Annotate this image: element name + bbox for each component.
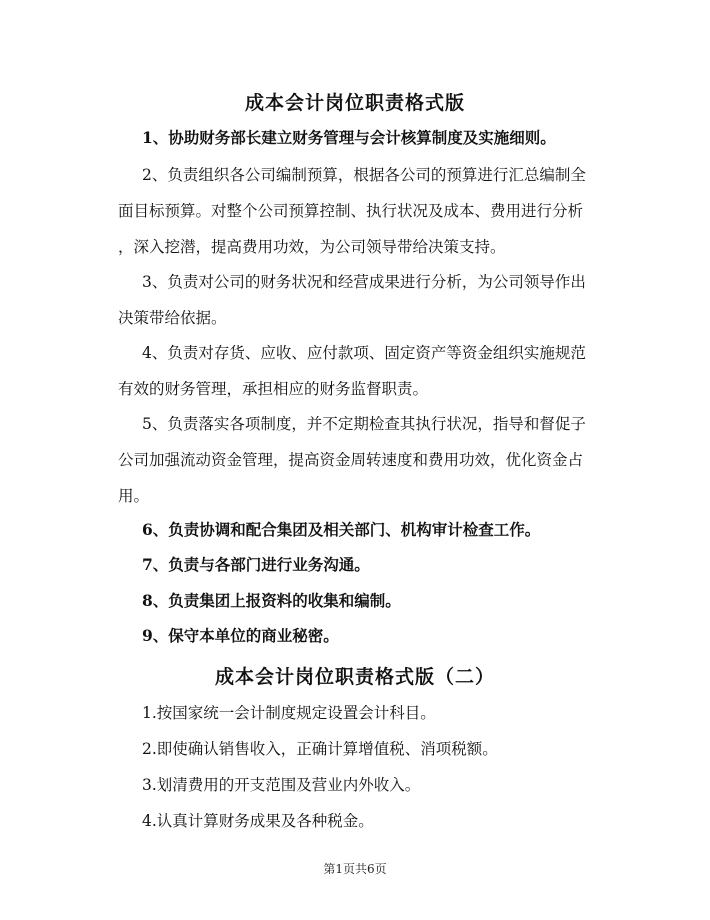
section-2-item-4 xyxy=(118,803,614,839)
item-line: 1、协助财务部长建立财务管理与会计核算制度及实施细则。 xyxy=(142,128,556,147)
item-line: 公司加强流动资金管理，提高资金周转速度和费用功效，优化资金占 xyxy=(118,451,584,469)
page-indicator: 第1页共6页 xyxy=(323,862,387,876)
item-line: 4.认真计算财务成果及各种税金。 xyxy=(142,812,374,830)
section-2-item-3 xyxy=(118,767,614,803)
item-line: 6、负责协调和配合集团及相关部门、机构审计检查工作。 xyxy=(142,520,541,539)
item-line: 4、负责对存货、应收、应付款项、固定资产等资金组织实施规范 xyxy=(142,344,586,362)
item-line: 2.即使确认销售收入，正确计算增值税、消项税额。 xyxy=(142,740,498,758)
item-line: 决策带给依据。 xyxy=(118,309,227,327)
item-line: 1.按国家统一会计制度规定设置会计科目。 xyxy=(142,704,436,722)
section-1-title: 成本会计岗位职责格式版 xyxy=(244,92,465,114)
item-line: 2、负责组织各公司编制预算，根据各公司的预算进行汇总编制全 xyxy=(142,166,586,184)
section-1-item-7 xyxy=(118,547,614,583)
section-1-item-4 xyxy=(118,335,614,407)
item-line: 9、保守本单位的商业秘密。 xyxy=(142,626,339,645)
item-line: 8、负责集团上报资料的收集和编制。 xyxy=(142,591,401,610)
item-line: 5、负责落实各项制度，并不定期检查其执行状况，指导和督促子 xyxy=(142,415,586,433)
item-line: 用。 xyxy=(118,487,150,505)
item-line: 3.划清费用的开支范围及营业内外收入。 xyxy=(142,776,421,794)
section-1-item-3 xyxy=(118,264,614,336)
section-1-item-1 xyxy=(118,120,614,156)
item-line: 面目标预算。对整个公司预算控制、执行状况及成本、费用进行分析 xyxy=(118,202,584,220)
item-line: 7、负责与各部门进行业务沟通。 xyxy=(142,555,370,574)
item-line: 有效的财务管理，承担相应的财务监督职责。 xyxy=(118,380,429,398)
section-1-item-8 xyxy=(118,583,614,619)
section-2-item-1 xyxy=(118,695,614,731)
section-2-title: 成本会计岗位职责格式版（二） xyxy=(214,666,495,688)
section-2-item-2 xyxy=(118,731,614,767)
section-1-item-9 xyxy=(118,618,614,654)
item-line: 3、负责对公司的财务状况和经营成果进行分析，为公司领导作出 xyxy=(142,273,586,291)
item-line: ，深入挖潜，提高费用功效，为公司领导带给决策支持。 xyxy=(118,238,506,256)
section-1-item-6 xyxy=(118,512,614,548)
section-1-item-5 xyxy=(118,406,614,514)
section-1-item-2 xyxy=(118,157,614,265)
